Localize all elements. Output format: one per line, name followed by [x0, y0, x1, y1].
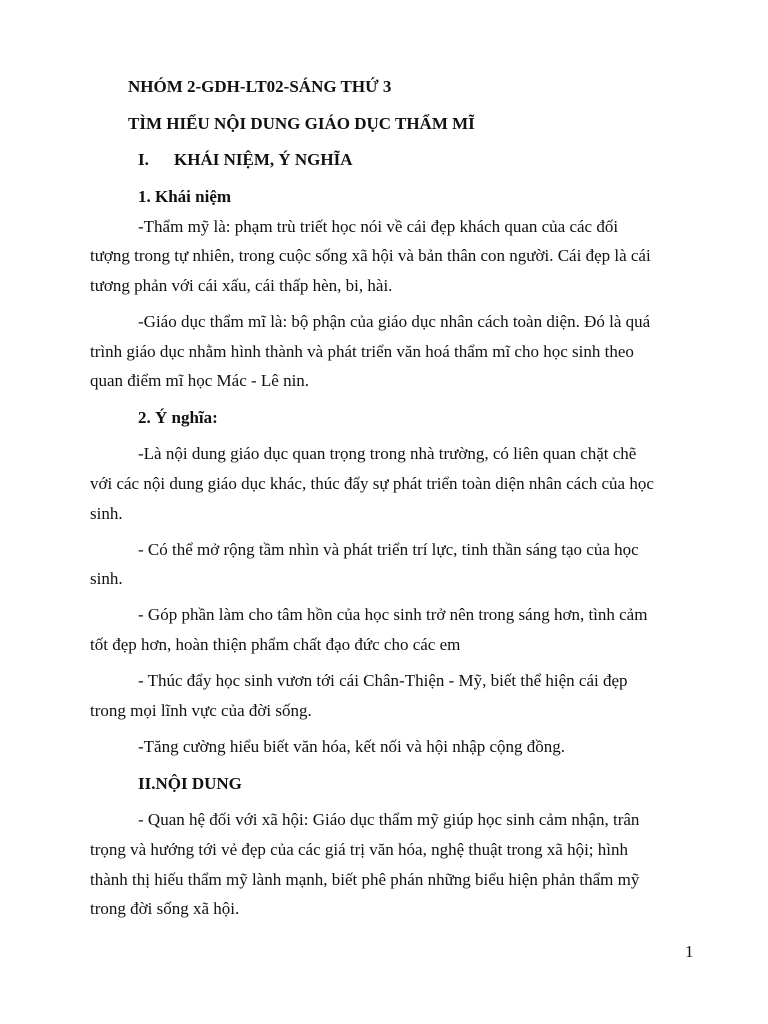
meaning-p3-line-2: tốt đẹp hơn, hoàn thiện phẩm chất đạo đức cho các em [90, 635, 461, 654]
meaning-p1-line-2: với các nội dung giáo dục khác, thúc đẩy sự phát triển toàn diện nhân cách của học [90, 474, 654, 493]
concept-p1-line-2: tượng trong tự nhiên, trong cuộc sống xã hội và bản thân con người. Cái đẹp là cái [90, 246, 651, 265]
meaning-p3-line-1: - Góp phần làm cho tâm hồn của học sinh trở nên trong sáng hơn, tình cảm [138, 605, 648, 624]
meaning-heading: 2. Ý nghĩa: [138, 408, 218, 427]
group-heading: NHÓM 2-GDH-LT02-SÁNG THỨ 3 [128, 77, 392, 96]
meaning-p1-line-1: -Là nội dung giáo dục quan trọng trong nhà trường, có liên quan chặt chẽ [138, 444, 637, 463]
meaning-p2-line-1: - Có thể mở rộng tầm nhìn và phát triển trí lực, tinh thần sáng tạo của học [138, 540, 639, 559]
meaning-p4-line-2: trong mọi lĩnh vực của đời sống. [90, 701, 312, 720]
meaning-p2-line-2: sinh. [90, 569, 123, 588]
content-p1-line-3: thành thị hiếu thẩm mỹ lành mạnh, biết phê phán những biểu hiện phản thẩm mỹ [90, 870, 640, 889]
concept-p2-line-3: quan điểm mĩ học Mác - Lê nin. [90, 371, 310, 390]
concept-p1-line-1: -Thẩm mỹ là: phạm trù triết học nói về cái đẹp khách quan của các đối [138, 217, 619, 236]
page-number: 1 [685, 942, 694, 961]
section-1-numeral: I. [138, 150, 149, 169]
meaning-p1-line-3: sinh. [90, 504, 123, 523]
concept-heading: 1. Khái niệm [138, 187, 232, 206]
document-title: TÌM HIỂU NỘI DUNG GIÁO DỤC THẨM MĨ [128, 114, 475, 133]
concept-p1-line-3: tương phản với cái xấu, cái thấp hèn, bi, hài. [90, 276, 393, 295]
content-p1-line-2: trọng và hướng tới vẻ đẹp của các giá trị văn hóa, nghệ thuật trong xã hội; hình [90, 840, 628, 859]
section-2-heading: II.NỘI DUNG [138, 774, 242, 793]
concept-p2-line-2: trình giáo dục nhằm hình thành và phát triển văn hoá thẩm mĩ cho học sinh theo [90, 342, 634, 361]
content-p1-line-1: - Quan hệ đối với xã hội: Giáo dục thẩm mỹ giúp học sinh cảm nhận, trân [138, 810, 640, 829]
concept-p2-line-1: -Giáo dục thẩm mĩ là: bộ phận của giáo dục nhân cách toàn diện. Đó là quá [138, 312, 651, 331]
meaning-p4-line-1: - Thúc đẩy học sinh vươn tới cái Chân-Thiện - Mỹ, biết thể hiện cái đẹp [138, 671, 628, 690]
content-p1-line-4: trong đời sống xã hội. [90, 899, 240, 918]
section-1-heading: KHÁI NIỆM, Ý NGHĨA [174, 150, 353, 169]
meaning-p5-line-1: -Tăng cường hiểu biết văn hóa, kết nối và hội nhập cộng đồng. [138, 737, 566, 756]
